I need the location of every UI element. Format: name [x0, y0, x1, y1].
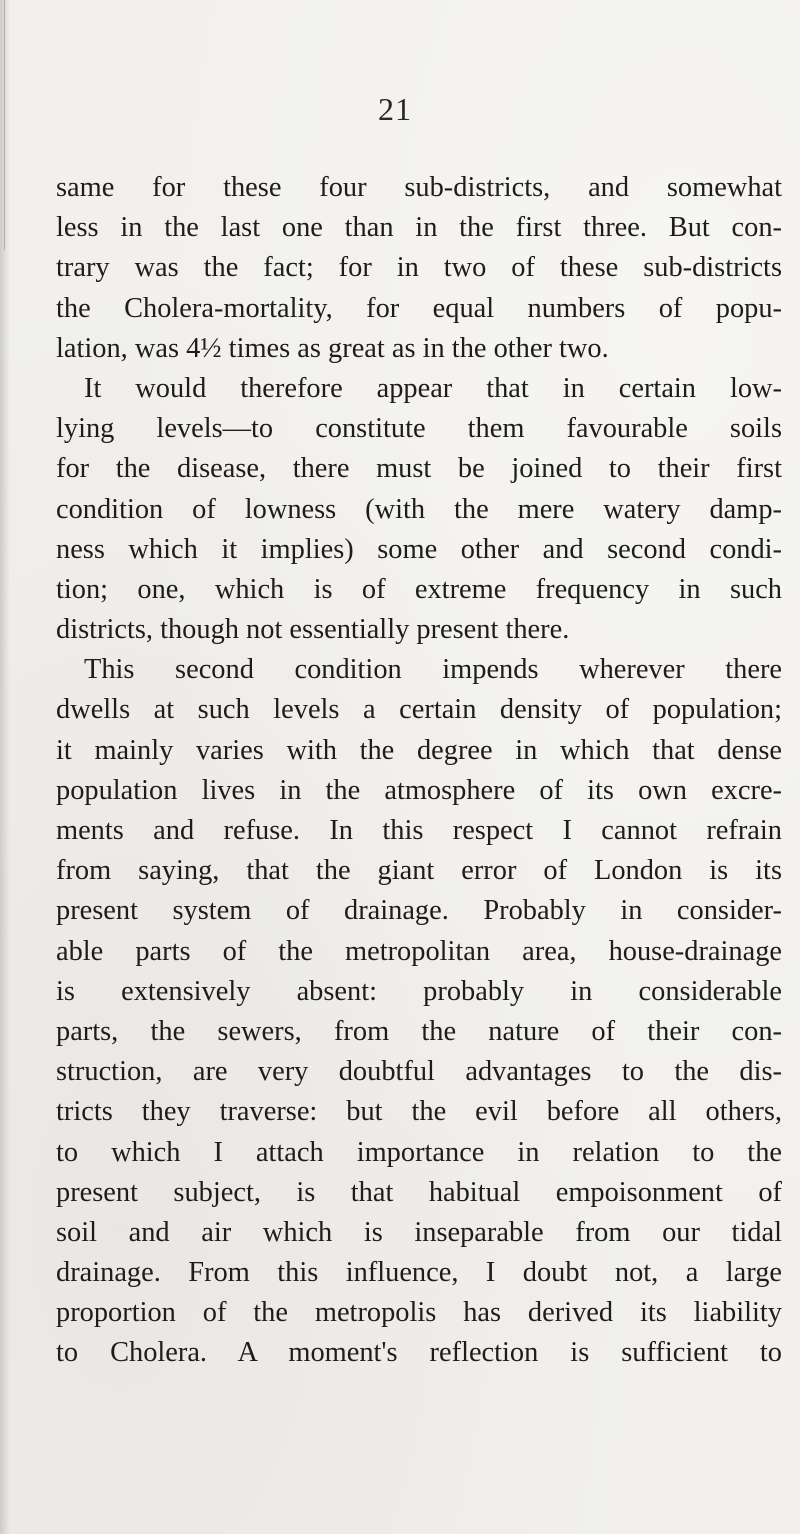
text-line: ness which it implies) some other and second condi-	[56, 533, 782, 565]
text-line: present subject, is that habitual empoisonment of	[56, 1176, 782, 1208]
text-line: to which I attach importance in relation to the	[56, 1136, 782, 1168]
text-line: ments and refuse. In this respect I cannot refrain	[56, 815, 782, 846]
binding-shadow	[0, 0, 10, 1534]
text-line: soil and air which is inseparable from our tidal	[56, 1216, 782, 1248]
text-line: from saying, that the giant error of London is its	[56, 855, 782, 887]
text-line: dwells at such levels a certain density of population;	[56, 694, 782, 726]
text-line: trary was the fact; for in two of these sub-districts	[56, 252, 782, 284]
text-line: districts, though not essentially present there.	[56, 614, 570, 646]
text-line: same for these four sub-districts, and somewhat	[56, 172, 782, 203]
text-line: the Cholera-mortality, for equal numbers of popu-	[56, 292, 782, 324]
text-line: lation, was 4½ times as great as in the other two.	[56, 332, 609, 364]
text-line: for the disease, there must be joined to their first	[56, 453, 782, 485]
text-line: less in the last one than in the first three. But con-	[56, 212, 782, 244]
text-line: is extensively absent: probably in considerable	[56, 975, 782, 1007]
text-line: tricts they traverse: but the evil before all others,	[56, 1096, 782, 1128]
text-line: present system of drainage. Probably in consider-	[56, 895, 782, 927]
text-line: tion; one, which is of extreme frequency in such	[56, 573, 782, 605]
text-line: drainage. From this influence, I doubt not, a large	[56, 1257, 782, 1289]
text-line: to Cholera. A moment's reflection is sufficient to	[56, 1337, 782, 1369]
text-line: it mainly varies with the degree in which that dense	[56, 734, 782, 766]
page-number: 21	[378, 91, 412, 127]
text-line: This second condition impends wherever there	[84, 654, 782, 686]
text-line: struction, are very doubtful advantages to the dis-	[56, 1056, 782, 1088]
text-line: condition of lowness (with the mere watery damp-	[56, 493, 782, 525]
text-line: able parts of the metropolitan area, house-drainage	[56, 935, 782, 967]
text-line: parts, the sewers, from the nature of their con-	[56, 1015, 782, 1047]
text-line: lying levels—to constitute them favourable soils	[56, 413, 782, 445]
text-line: population lives in the atmosphere of its own excre-	[56, 774, 782, 806]
body-text	[56, 168, 782, 1374]
text-line: It would therefore appear that in certain low-	[84, 372, 782, 404]
binding-edge-line	[4, 0, 5, 250]
text-line: proportion of the metropolis has derived its liability	[56, 1297, 782, 1329]
